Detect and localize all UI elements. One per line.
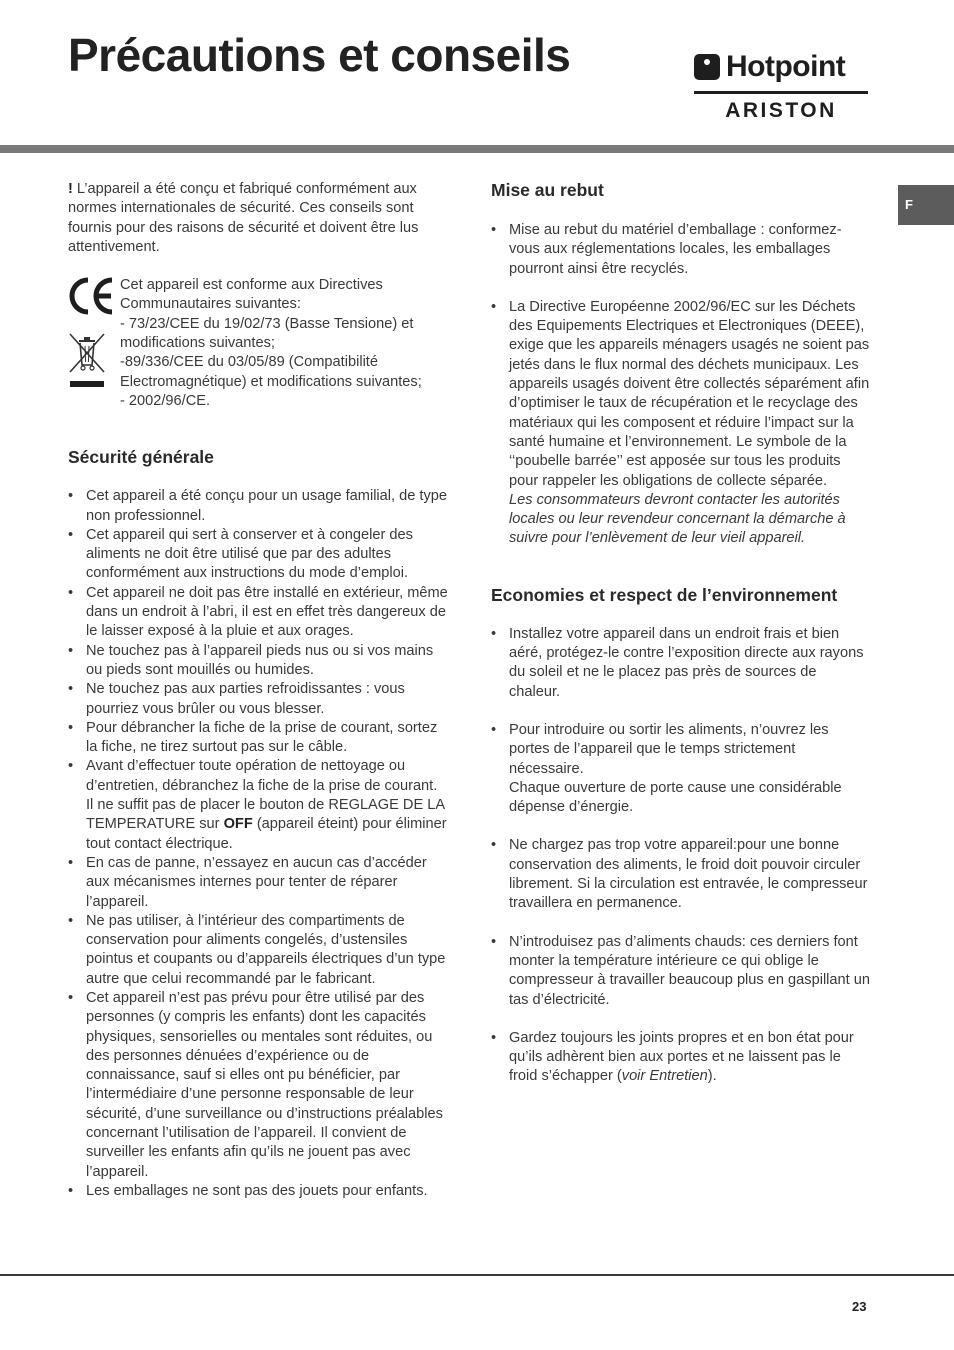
list-item-text: Avant d’effectuer toute opération de nettoyage ou d’entretien, débranchez la fiche de la prise de courant. Il ne suffit pas de placer le bouton de REGLAGE DE LA TEMPERATURE sur — [86, 758, 445, 833]
brand-logo — [694, 50, 868, 121]
hotpoint-logo-icon — [694, 54, 720, 80]
footer-rule — [0, 1274, 954, 1276]
list-item: • Ne pas utiliser, à l’intérieur des compartiments de conservation pour aliments congelés, d’ustensiles pointus et coupants ou d’appareils électriques d’un type autre que celui recommandé par le fabricant. — [68, 912, 448, 989]
intro-text: L’appareil a été conçu et fabriqué conformément aux normes internationales de sécurité. Ces conseils sont fournis pour des raisons de sécurité et doivent être lus attentivement. — [68, 181, 419, 255]
intro-paragraph — [68, 180, 448, 257]
list-item — [68, 757, 448, 853]
compliance-text — [120, 276, 448, 411]
list-item: • Mise au rebut du matériel d’emballage : conformez-vous aux réglementations locales, les emballages pourront ainsi être recyclés. — [491, 221, 871, 279]
list-item: • Cet appareil qui sert à conserver et à congeler des aliments ne doit être utilisé que par des adultes conformément aux instructions du mode d’emploi. — [68, 526, 448, 584]
list-item: • Cet appareil ne doit pas être installé en extérieur, même dans un endroit à l’abri, il est en effet très dangereux de le laisser exposé à la pluie et aux orages. — [68, 584, 448, 642]
compliance-block — [68, 276, 448, 411]
maintenance-reference: voir Entretien — [621, 1068, 708, 1085]
list-item-text: (appareil éteint) pour éliminer tout contact électrique. — [86, 816, 447, 852]
environment-list — [491, 625, 871, 1087]
list-item-text: Chaque ouverture de porte cause une considérable dépense d’énergie. — [509, 779, 842, 816]
header-rule — [0, 145, 954, 153]
list-item — [491, 298, 871, 549]
off-label: OFF — [223, 816, 253, 833]
general-safety-list — [68, 487, 448, 1201]
list-item-text: • La Directive Européenne 2002/96/EC sur les Déchets des Equipements Electriques et Electroniques (DEEE), exige que les appareils ménagers usagés ne soient pas jetés dans le flux normal des déchets municipaux. Les appareils usagés doivent être collectés séparément afin d’optimiser le taux de récupération et le recyclage des matériaux qui les composent et réduire l’impact sur la santé humaine et l’environnement. Le symbole de la ‘‘poubelle barrée’’ est apposée sur tous les produits pour rappeler les obligations de collecte séparée. — [509, 298, 870, 489]
left-column — [68, 180, 448, 1201]
list-item: • Cet appareil a été conçu pour un usage familial, de type non professionnel. — [68, 487, 448, 526]
page-title: Précautions et conseils — [68, 29, 571, 81]
list-item: • Les emballages ne sont pas des jouets pour enfants. — [68, 1182, 448, 1201]
page-number: 23 — [852, 1299, 867, 1314]
general-safety-title: Sécurité générale — [68, 447, 214, 468]
list-item — [491, 1029, 871, 1087]
ce-mark-icon — [68, 276, 116, 316]
list-item: • Ne chargez pas trop votre appareil:pour une bonne conservation des aliments, le froid doit pouvoir circuler librement. Si la circulation est entravée, le compresseur travaillera en permanence. — [491, 836, 871, 913]
language-tab: F — [898, 185, 954, 225]
disposal-list — [491, 221, 871, 549]
list-item: • Installez votre appareil dans un endroit frais et bien aéré, protégez-le contre l’exposition directe aux rayons du soleil et ne le placez pas près de sources de chaleur. — [491, 625, 871, 702]
list-item: • N’introduisez pas d’aliments chauds: ces derniers font monter la température intérieure ce qui oblige le compresseur à travailler beaucoup plus en gaspillant un tas d’électricité. — [491, 933, 871, 1010]
compliance-line: Cet appareil est conforme aux Directives Communautaires suivantes: — [120, 277, 383, 313]
compliance-line: - 2002/96/CE. — [120, 392, 211, 409]
list-item: • Pour débrancher la fiche de la prise de courant, sortez la fiche, ne tirez surtout pas sur le câble. — [68, 719, 448, 758]
right-column — [491, 180, 871, 1087]
list-item-text: • Pour introduire ou sortir les aliments, n’ouvrez les portes de l’appareil que le temps strictement nécessaire. — [509, 721, 829, 777]
list-item-text: ). — [707, 1068, 717, 1085]
list-item: • Ne touchez pas à l’appareil pieds nus ou si vos mains ou pieds sont mouillés ou humides. — [68, 642, 448, 681]
compliance-line: - 73/23/CEE du 19/02/73 (Basse Tensione) et modifications suivantes; — [120, 315, 414, 352]
list-item-note: Les consommateurs devront contacter les autorités locales ou leur revendeur concernant la démarche à suivre pour l’enlèvement de leur vieil appareil. — [509, 491, 846, 547]
brand-name: Hotpoint — [726, 50, 846, 83]
disposal-title: Mise au rebut — [491, 180, 604, 200]
list-item — [491, 721, 871, 817]
logo-divider — [694, 91, 868, 94]
list-item: • Ne touchez pas aux parties refroidissantes : vous pourriez vous brûler ou vous blesser. — [68, 680, 448, 719]
compliance-line: -89/336/CEE du 03/05/89 (Compatibilité Electromagnétique) et modifications suivantes; — [120, 354, 422, 390]
brand-sub: ARISTON — [725, 99, 837, 122]
compliance-icons — [68, 276, 120, 411]
list-item: • Cet appareil n’est pas prévu pour être utilisé par des personnes (y compris les enfants) dont les capacités physiques, sensorielles ou mentales sont réduites, ou des personnes dénuées d’expérience ou de connaissance, sauf si elles ont pu bénéficier, par l’intermédiaire d’une personne responsable de leur sécurité, d’une surveillance ou d’instructions préalables concernant l’utilisation de l’appareil. Il convient de surveiller les enfants afin qu’ils ne jouent pas avec l’appareil. — [68, 989, 448, 1182]
list-item-text: Gardez toujours les joints propres et en bon état pour qu’ils adhèrent bien aux portes et ne laissent pas le froid s’échapper ( — [509, 1029, 854, 1085]
list-item: • En cas de panne, n’essayez en aucun cas d’accéder aux mécanismes internes pour tenter de réparer l’appareil. — [68, 854, 448, 912]
crossed-bin-icon — [68, 332, 108, 394]
warning-mark: ! — [68, 181, 73, 197]
environment-title: Economies et respect de l’environnement — [491, 584, 838, 605]
